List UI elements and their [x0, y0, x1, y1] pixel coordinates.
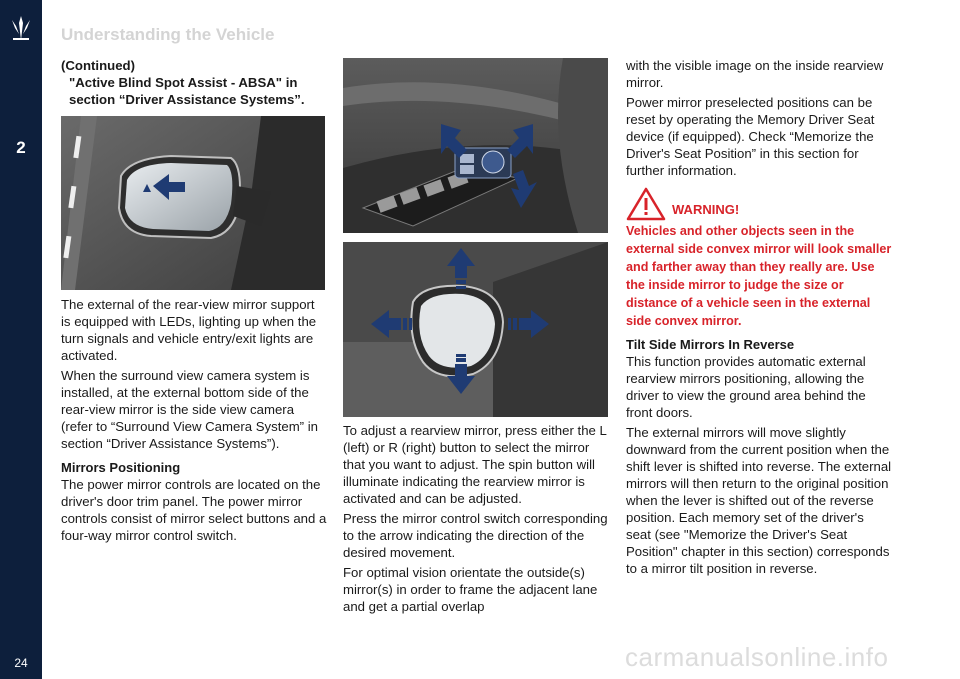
section-title: Understanding the Vehicle: [61, 25, 275, 44]
tilt-reverse-paragraph: The external mirrors will move slightly downward from the current position when the shift lever is shifted into reverse. The external mirrors will then return to the original position when the lever is shifted out of the reverse position. Each memory set of the driver's seat (see "Memorize the Driver's Seat Position" chapter in this section) corresponds to a mirror tilt position in reverse.: [626, 425, 892, 576]
warning-heading: [626, 187, 892, 221]
camera-paragraph: When the surround view camera system is installed, at the external bottom side of the rear-view mirror is the side view camera (refer to “Surround View Camera System” in section “Driver Assistance Systems”).: [61, 368, 319, 451]
optimal-vision-paragraph: For optimal vision orientate the outside(s) mirror(s) in order to frame the adjacent lane and get a partial overlap: [343, 565, 598, 614]
chapter-sidebar: [0, 0, 42, 679]
mirrors-positioning-heading: Mirrors Positioning: [61, 460, 181, 475]
controls-paragraph: The power mirror controls are located on the driver's door trim panel. The power mirror controls consist of mirror select buttons and a four-way mirror control switch.: [61, 477, 327, 543]
mirror-directions-figure: [343, 242, 608, 417]
tilt-mirrors-heading: Tilt Side Mirrors In Reverse: [626, 337, 795, 352]
chapter-number: 2: [16, 138, 26, 157]
side-mirror-led-figure: [61, 116, 325, 290]
continued-label: (Continued): [61, 58, 135, 73]
warning-text: Vehicles and other objects seen in the external side convex mirror will look smaller and farther away than they really are. Use the inside mirror to judge the size or distance of a vehicle seen in the external side convex mirror.: [626, 224, 892, 328]
mirror-controls-figure: [343, 58, 608, 233]
watermark-text: carmanualsonline.info: [625, 642, 889, 672]
inside-mirror-paragraph: with the visible image on the inside rearview mirror.: [626, 58, 884, 90]
column-1: [61, 57, 327, 111]
adjust-paragraph: To adjust a rearview mirror, press either the L (left) or R (right) button to select the mirror that you want to adjust. The spin button will illuminate indicating the rearview mirror is activated and can be adjusted.: [343, 423, 607, 506]
column-3: [626, 57, 892, 580]
door-panel-illustration: [343, 58, 608, 233]
continued-reference: "Active Blind Spot Assist - ABSA" in section “Driver Assistance Systems”.: [69, 75, 305, 107]
page-number: 24: [14, 656, 28, 670]
column-1-body: [61, 296, 327, 547]
warning-triangle-icon: [626, 187, 666, 221]
trident-logo-icon: [8, 14, 34, 44]
mirror-arrows-illustration: [343, 242, 608, 417]
column-2: [343, 422, 609, 618]
tilt-function-paragraph: This function provides automatic external rearview mirrors positioning, allowing the driver to view the ground area behind the front doors.: [626, 354, 866, 420]
preselected-positions-paragraph: Power mirror preselected positions can be reset by operating the Memory Driver Seat device (if equipped). Check “Memorize the Driver's Seat Position” in this section for further information.: [626, 95, 875, 178]
press-switch-paragraph: Press the mirror control switch corresponding to the arrow indicating the direction of the desired movement.: [343, 511, 608, 560]
led-paragraph: The external of the rear-view mirror support is equipped with LEDs, lighting up when the turn signals and vehicle entry/exit lights are activated.: [61, 297, 317, 363]
warning-label: WARNING!: [672, 201, 740, 217]
side-mirror-illustration: [61, 116, 325, 290]
